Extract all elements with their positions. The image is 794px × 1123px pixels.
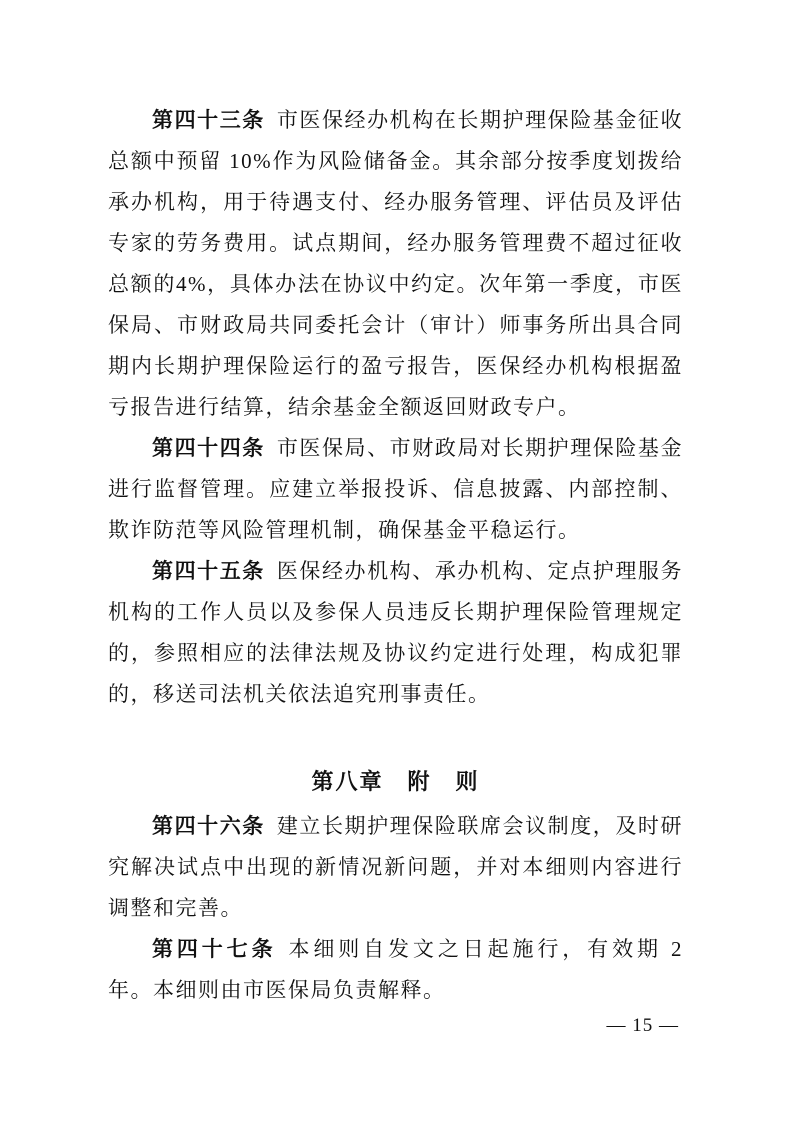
article-44-number: 第四十四条 xyxy=(152,437,265,460)
article-45-text: 医保经办机构、承办机构、定点护理服务机构的工作人员以及参保人员违反长期护理保险管理规定的，参照相应的法律法规及协议约定进行处理，构成犯罪的，移送司法机关依法追究刑事责任。 xyxy=(108,559,684,706)
article-43-number: 第四十三条 xyxy=(152,109,265,132)
chapter-heading: 第八章 附 则 xyxy=(311,769,480,794)
article-46 xyxy=(108,806,683,929)
article-43-text: 市医保经办机构在长期护理保险基金征收总额中预留 10%作为风险储备金。其余部分按季度划拨给承办机构，用于待遇支付、经办服务管理、评估员及评估专家的劳务费用。试点期间，经办服务管理费不超过征收总额的4%，具体办法在协议中约定。次年第一季度，市医保局、市财政局共同委托会计（审计）师事务所出具合同期内长期护理保险运行的盈亏报告，医保经办机构根据盈亏报告进行结算，结余基金全额返回财政专户。 xyxy=(108,108,684,419)
article-44-text: 市医保局、市财政局对长期护理保险基金进行监督管理。应建立举报投诉、信息披露、内部控制、欺诈防范等风险管理机制，确保基金平稳运行。 xyxy=(108,436,684,542)
article-43 xyxy=(108,100,683,428)
article-46-text: 建立长期护理保险联席会议制度，及时研究解决试点中出现的新情况新问题，并对本细则内容进行调整和完善。 xyxy=(108,814,684,920)
page-number: — 15 — xyxy=(606,1015,679,1036)
article-45 xyxy=(108,551,683,715)
article-47 xyxy=(108,929,683,1011)
article-46-number: 第四十六条 xyxy=(152,815,265,838)
document-body xyxy=(108,100,683,1011)
article-45-number: 第四十五条 xyxy=(152,560,265,583)
article-47-number: 第四十七条 xyxy=(152,938,277,961)
article-44 xyxy=(108,428,683,551)
article-47-text: 本细则自发文之日起施行，有效期 2 年。本细则由市医保局负责解释。 xyxy=(108,937,684,1002)
